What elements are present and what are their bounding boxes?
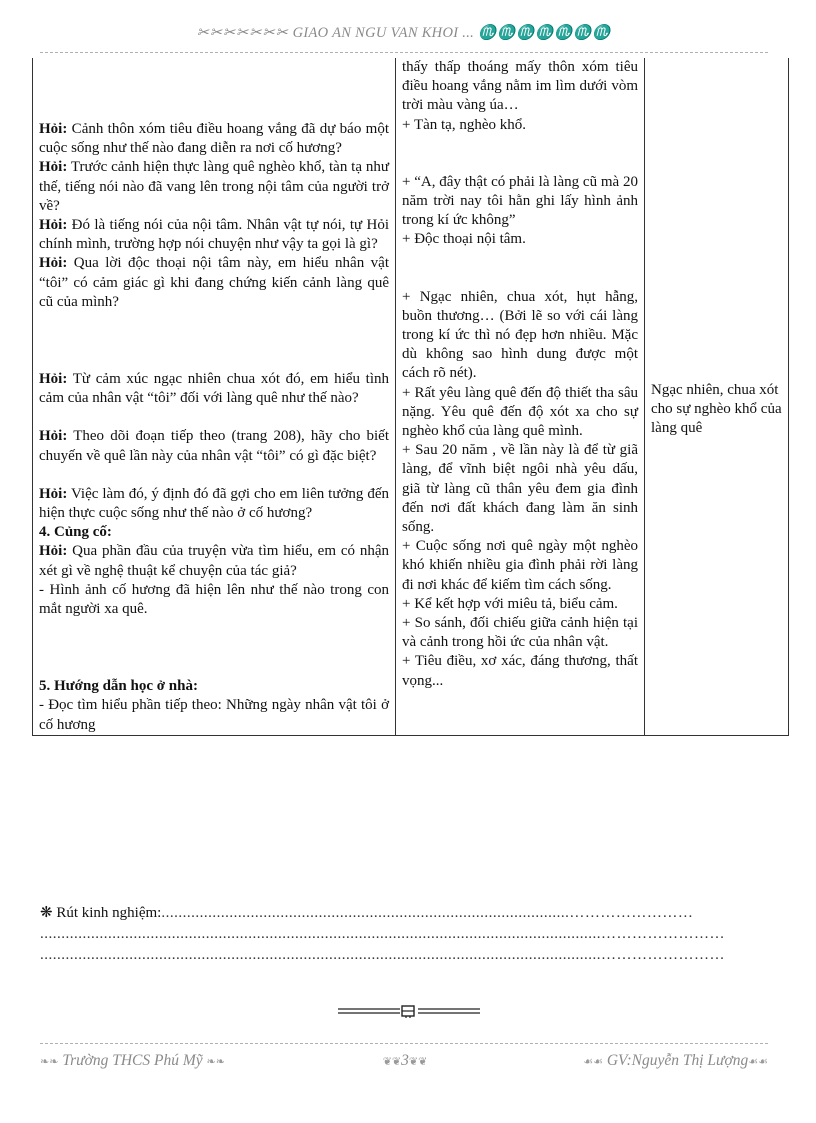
reflection-line-2: ....................................................................................................................................…………………… xyxy=(40,926,725,942)
header-right-ornament: ♏♏♏♏♏♏♏ xyxy=(478,25,612,41)
teacher-questions-column xyxy=(33,58,396,735)
reflection-section xyxy=(40,903,730,966)
section-4-heading: 4. Củng cố: xyxy=(39,524,112,541)
footer-page-number xyxy=(340,1052,470,1070)
section-divider-ornament xyxy=(338,1004,480,1018)
question-4: Hỏi: Qua lời độc thoại nội tâm này, em hiểu nhân vật “tôi” có cảm giác gì khi đang chứng kiến cảnh làng quê cũ của mình? xyxy=(39,255,389,310)
answer-7: + Cuộc sống nơi quê ngày một nghèo khó khiến nhiều gia đình phải rời làng đi nơi khác để kiếm tìm cách sống. xyxy=(402,538,638,593)
reflection-line-3: ....................................................................................................................................…………………… xyxy=(40,947,725,963)
answer-4: + Ngạc nhiên, chua xót, hụt hẫng, buồn thương… (Bởi lẽ so với cái làng trong kí ức thì nó đẹp hơn nhiều. Mặc dù không sao hình dung được một cách rõ nét). xyxy=(402,288,638,382)
footer-school: ❧❧ Trường THCS Phú Mỹ ❧❧ xyxy=(40,1052,225,1069)
answer-9: + So sánh, đối chiếu giữa cảnh hiện tại và cảnh trong hồi ức của nhân vật. xyxy=(402,615,638,651)
answer-10: + Tiêu điều, xơ xác, đáng thương, thất vọng... xyxy=(402,653,638,689)
header-left-ornament: ✂✂✂✂✂✂✂ xyxy=(196,25,289,41)
question-6: Hỏi: Theo dõi đoạn tiếp theo (trang 208), hãy cho biết chuyến về quê lần này của nhân vật “tôi” có gì đặc biệt? xyxy=(39,428,389,464)
question-5: Hỏi: Từ cảm xúc ngạc nhiên chua xót đó, em hiểu tình cảm của nhân vật “tôi” đối với làng quê như thế nào? xyxy=(39,371,389,407)
notes-column xyxy=(645,58,789,735)
header-divider xyxy=(40,52,768,53)
floral-ornament-icon: ❦❦ xyxy=(382,1056,402,1068)
floral-ornament-icon: ❦❦ xyxy=(408,1056,428,1068)
leaf-ornament-icon: ❧❧ xyxy=(206,1056,225,1068)
page-footer xyxy=(40,1052,768,1074)
answer-2: + “A, đây thật có phải là làng cũ mà 20 năm trời nay tôi hằn ghi lấy hình ảnh trong kí ức không” xyxy=(402,173,638,229)
floral-ornament-icon: ☙☙ xyxy=(748,1056,768,1068)
reflection-label: Rút kinh nghiệm: xyxy=(52,905,162,921)
floral-ornament-icon: ☙☙ xyxy=(583,1056,603,1068)
answer-5: + Rất yêu làng quê đến độ thiết tha sâu nặng. Yêu quê đến độ xót xa cho sự nghèo khổ của làng quê mình. xyxy=(402,384,638,440)
question-1: Hỏi: Cảnh thôn xóm tiêu điều hoang vắng đã dự báo một cuộc sống như thế nào đang diễn ra nơi cố hương? xyxy=(39,121,389,157)
answer-1: + Tàn tạ, nghèo khổ. xyxy=(402,116,526,133)
leaf-ornament-icon: ❧❧ xyxy=(40,1056,59,1068)
header-title: GIAO AN NGU VAN KHOI ... xyxy=(292,25,475,41)
student-answers-column xyxy=(396,58,645,735)
footer-teacher: ☙☙ GV:Nguyễn Thị Lượng☙☙ xyxy=(583,1052,768,1069)
page-header xyxy=(40,24,768,50)
reflection-line-1: ❋ Rút kinh nghiệm:................................................................................................…………………… xyxy=(40,905,694,921)
question-8: Hỏi: Qua phần đầu của truyện vừa tìm hiểu, em có nhận xét gì về nghệ thuật kể chuyện của tác giả? xyxy=(39,543,389,579)
table-row xyxy=(33,58,789,735)
answer-8: + Kể kết hợp với miêu tả, biểu cảm. xyxy=(402,595,618,612)
page-number: 3 xyxy=(401,1052,409,1069)
question-2: Hỏi: Trước cảnh hiện thực làng quê nghèo khổ, tàn tạ như thế, tiếng nói nào đã vang lên trong nội tâm của người trở về? xyxy=(39,159,389,214)
note-text: Ngạc nhiên, chua xót cho sự nghèo khổ của làng quê xyxy=(651,382,782,437)
flower-bullet-icon: ❋ xyxy=(40,905,53,921)
homework-text: - Đọc tìm hiểu phần tiếp theo: Những ngày nhân vật tôi ở cố hương xyxy=(39,697,389,733)
lesson-table xyxy=(32,58,789,736)
question-9: - Hình ảnh cố hương đã hiện lên như thế nào trong con mắt người xa quê. xyxy=(39,581,389,618)
section-5-heading: 5. Hướng dẫn học ở nhà: xyxy=(39,678,198,695)
question-7: Hỏi: Việc làm đó, ý định đó đã gợi cho em liên tưởng đến hiện thực cuộc sống như thế nào ở cố hương? xyxy=(39,485,389,522)
answer-0: thấy thấp thoáng mấy thôn xóm tiêu điều hoang vắng nằm im lìm dưới vòm trời màu vàng úa… xyxy=(402,59,638,114)
footer-divider xyxy=(40,1043,768,1044)
answer-6: + Sau 20 năm , về lần này là để từ giã làng, để vĩnh biệt ngôi nhà yêu dấu, giã từ làng cũ thân yêu đem gia đình đến nơi đất khách đang làm ăn sinh sống. xyxy=(402,442,638,536)
answer-3: + Độc thoại nội tâm. xyxy=(402,231,526,248)
question-3: Hỏi: Đó là tiếng nói của nội tâm. Nhân vật tự nói, tự Hỏi chính mình, trường hợp nói chuyện như vậy ta gọi là gì? xyxy=(39,217,389,253)
